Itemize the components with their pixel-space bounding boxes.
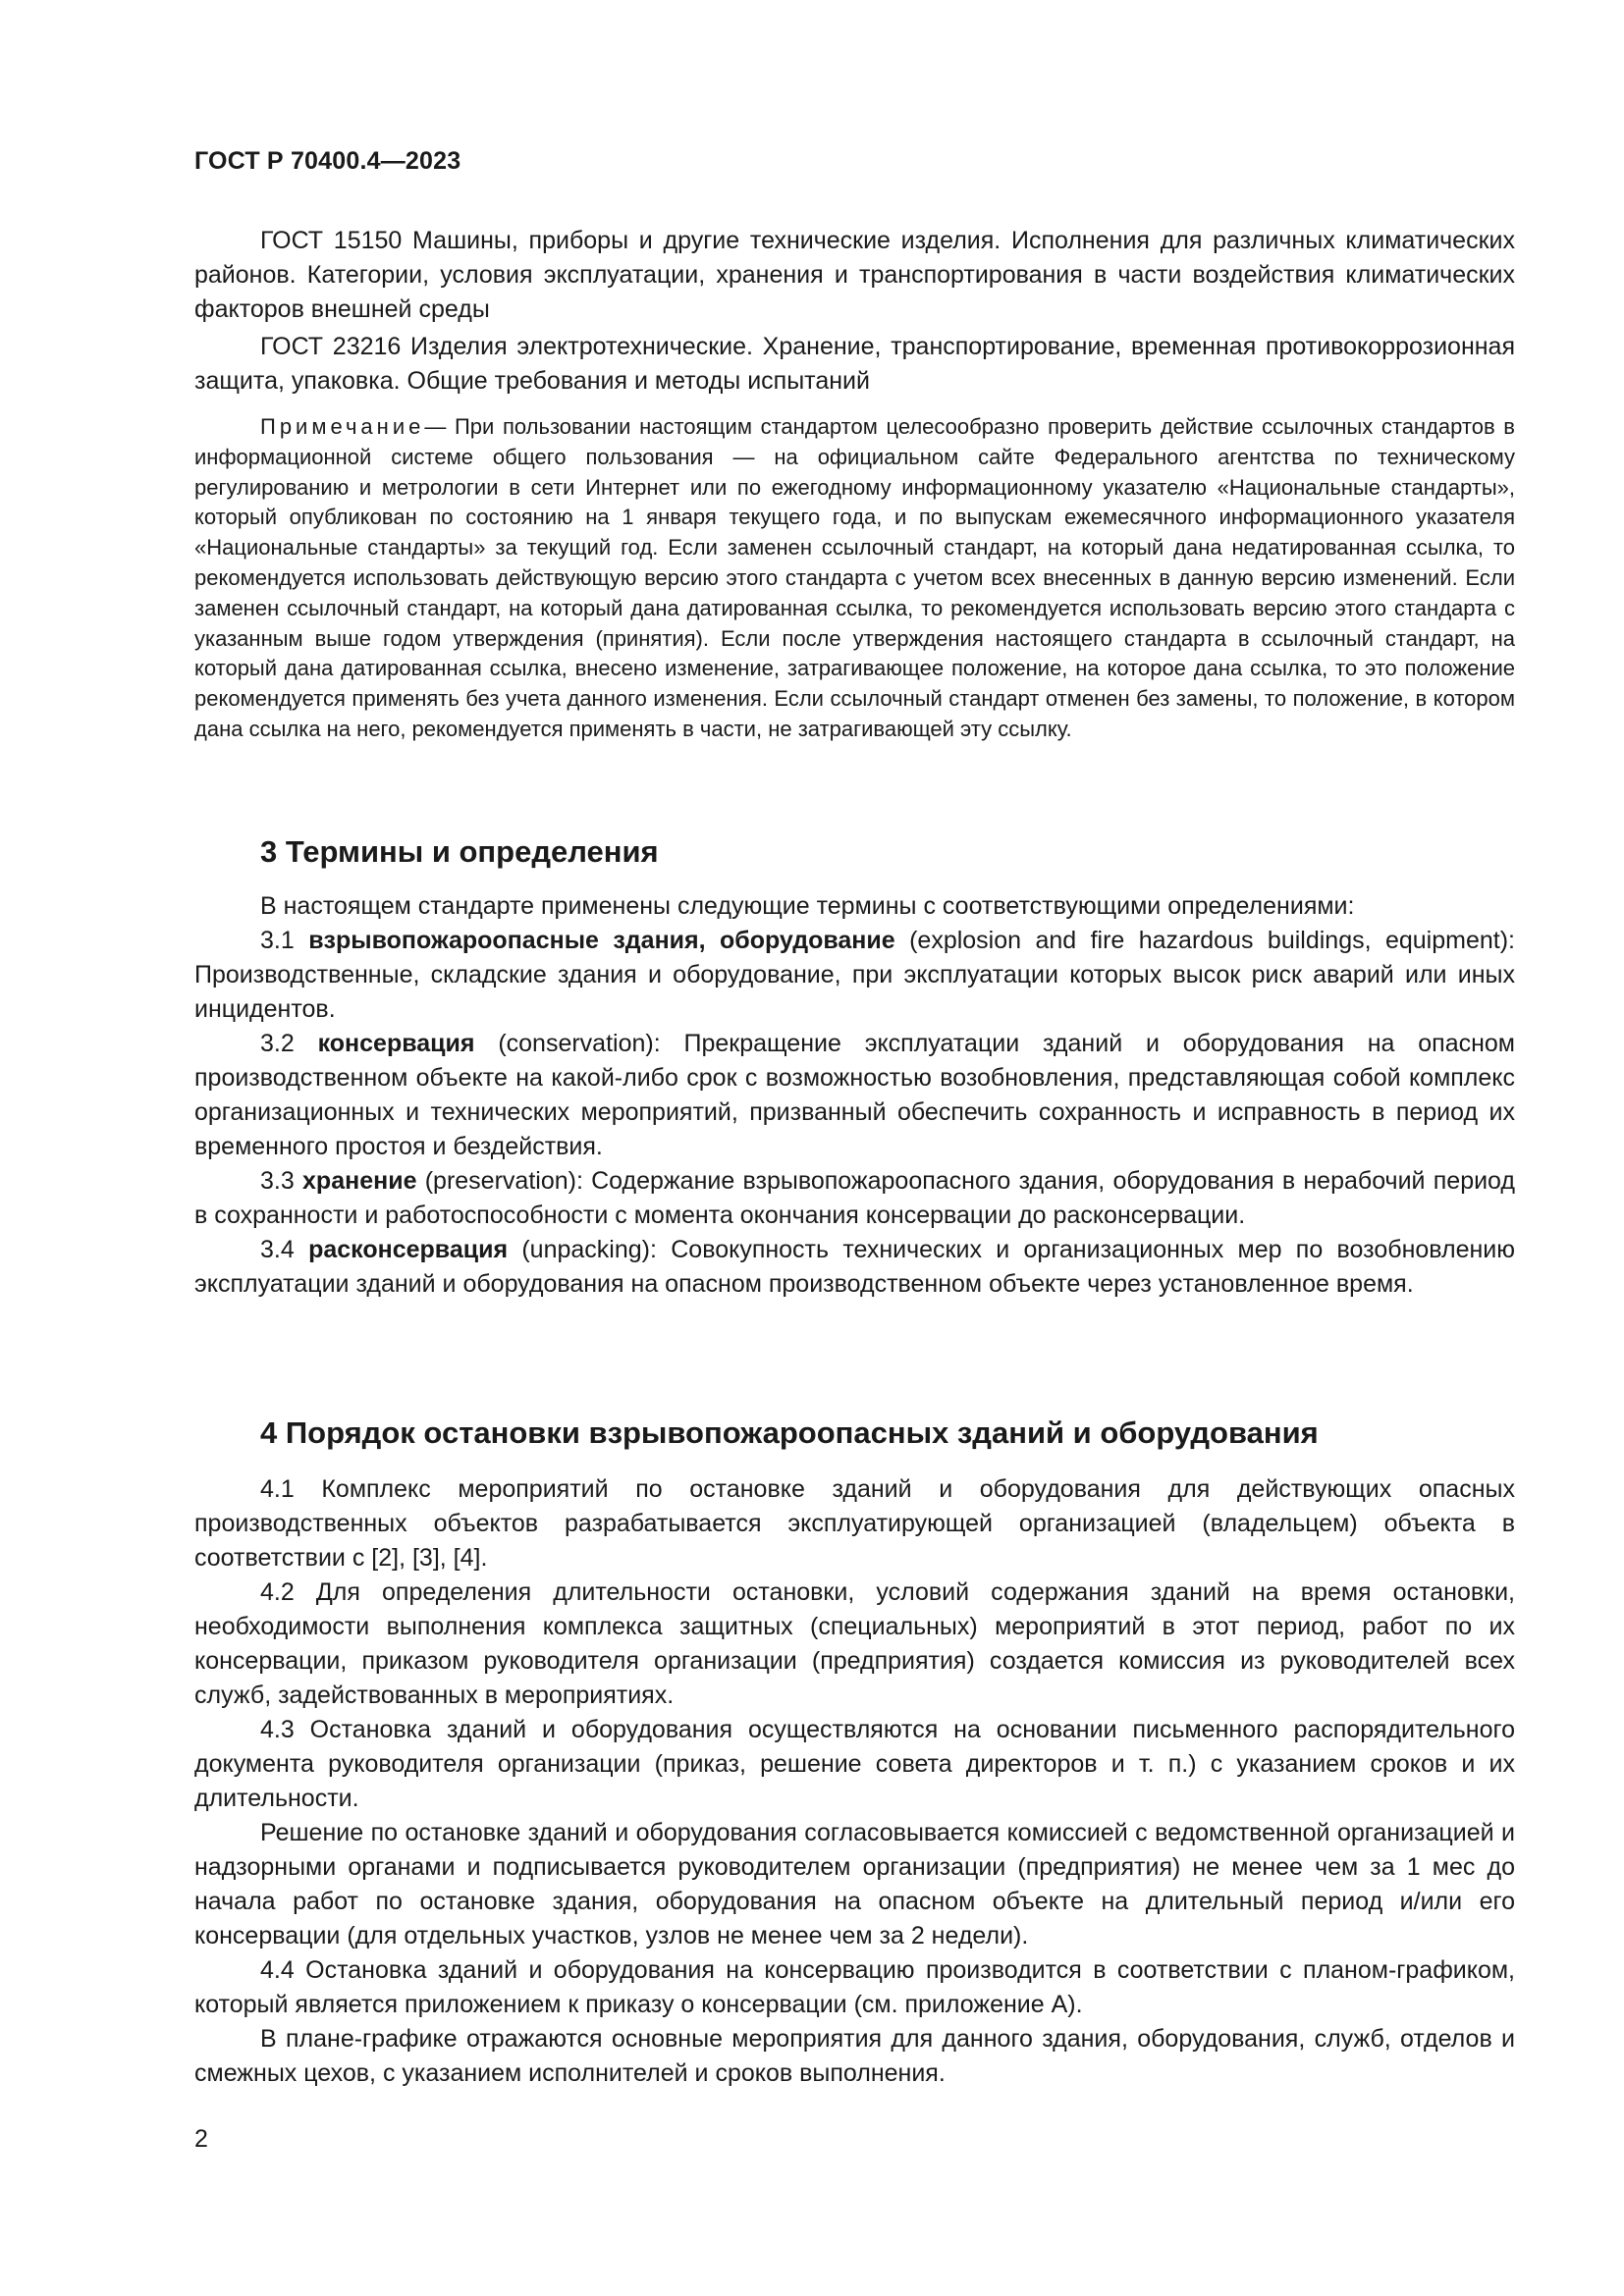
section-3 <box>194 832 1515 1302</box>
term-text: (conservation): Прекращение эксплуатации зданий и оборудования на опасном производственном объекте на какой-либо срок с возможностью возобновления, представляющая собой комплекс организационных и технических мероприятий, призванный обеспечить сохранность и исправность в период их временного простоя и бездействия. <box>194 1030 1515 1160</box>
document-code: ГОСТ Р 70400.4—2023 <box>194 147 461 175</box>
note-text: — При пользовании настоящим стандартом целесообразно проверить действие ссылочных стандартов в информационной системе общего пользования — на официальном сайте Федерального агентства по техническому регулированию и метрологии в сети Интернет или по ежегодному информационному указателю «Национальные стандарты», который опубликован по состоянию на 1 января текущего года, и по выпускам ежемесячного информационного указателя «Национальные стандарты» за текущий год. Если заменен ссылочный стандарт, на который дана недатированная ссылка, то рекомендуется использовать действующую версию этого стандарта с учетом всех внесенных в данную версию изменений. Если заменен ссылочный стандарт, на который дана датированная ссылка, то рекомендуется использовать версию этого стандарта с указанным выше годом утверждения (принятия). Если после утверждения настоящего стандарта в ссылочный стандарт, на который дана датированная ссылка, внесено изменение, затрагивающее положение, на которое дана ссылка, то это положение рекомендуется применять без учета данного изменения. Если ссылочный стандарт отменен без замены, то положение, в котором дана ссылка на него, рекомендуется применять в части, не затрагивающей эту ссылку. <box>194 414 1515 741</box>
page-number: 2 <box>194 2125 208 2153</box>
term-number: 3.4 <box>260 1236 295 1263</box>
term-definition <box>194 1164 1515 1233</box>
term-name: расконсервация <box>308 1236 509 1263</box>
term-definition <box>194 924 1515 1027</box>
term-text: (unpacking): Совокупность технических и организационных мер по возобновлению эксплуатации зданий и оборудования на опасном производственном объекте через установленное время. <box>194 1236 1515 1298</box>
section-4-paragraph: 4.1 Комплекс мероприятий по остановке зданий и оборудования для действующих опасных производственных объектов разрабатывается эксплуатирующей организацией (владельцем) объекта в соответствии с [2], [3], [4]. <box>194 1475 1515 1572</box>
section-3-intro: В настоящем стандарте применены следующие термины с соответствующими определениями: <box>260 892 1355 920</box>
section-4-paragraph: В плане-графике отражаются основные мероприятия для данного здания, оборудования, служб, отделов и смежных цехов, с указанием исполнителей и сроков выполнения. <box>194 2025 1515 2087</box>
note-label: Примечание <box>260 414 425 439</box>
term-number: 3.1 <box>260 927 295 954</box>
section-4-paragraph: 4.2 Для определения длительности остановки, условий содержания зданий на время остановки, необходимости выполнения комплекса защитных (специальных) мероприятий в этот период, работ по их консервации, приказом руководителя организации (предприятия) создается комиссия из руководителей всех служб, задействованных в мероприятиях. <box>194 1578 1515 1709</box>
note-paragraph <box>194 412 1515 745</box>
term-definition <box>194 1027 1515 1164</box>
term-definition <box>194 1233 1515 1302</box>
references-block <box>194 224 1515 745</box>
reference-item: ГОСТ 15150 Машины, приборы и другие технические изделия. Исполнения для различных климатических районов. Категории, условия эксплуатации, хранения и транспортирования в части воздействия климатических факторов внешней среды <box>194 227 1515 323</box>
section-4-paragraph: 4.4 Остановка зданий и оборудования на консервацию производится в соответствии с планом-графиком, который является приложением к приказу о консервации (см. приложение А). <box>194 1956 1515 2018</box>
section-3-title: 3 Термины и определения <box>260 834 659 869</box>
term-number: 3.2 <box>260 1030 295 1057</box>
term-text: (explosion and fire hazardous buildings, equipment): Производственные, складские здания и оборудование, при эксплуатации которых высок риск аварий или иных инцидентов. <box>194 927 1515 1023</box>
term-name: хранение <box>302 1167 417 1195</box>
section-4-paragraph: Решение по остановке зданий и оборудования согласовывается комиссией с ведомственной организацией и надзорными органами и подписывается руководителем организации (предприятия) не менее чем за 1 мес до начала работ по остановке здания, оборудования на опасном объекте на длительный период и/или его консервации (для отдельных участков, узлов не менее чем за 2 недели). <box>194 1819 1515 1949</box>
section-4-paragraph: 4.3 Остановка зданий и оборудования осуществляются на основании письменного распорядительного документа руководителя организации (приказ, решение совета директоров и т. п.) с указанием сроков и их длительности. <box>194 1716 1515 1812</box>
reference-item: ГОСТ 23216 Изделия электротехнические. Хранение, транспортирование, временная противокоррозионная защита, упаковка. Общие требования и методы испытаний <box>194 333 1515 395</box>
section-4 <box>194 1414 1515 2091</box>
term-name: взрывопожароопасные здания, оборудование <box>308 927 895 954</box>
term-name: консервация <box>317 1030 475 1057</box>
section-4-title: 4 Порядок остановки взрывопожароопасных зданий и оборудования <box>260 1415 1319 1450</box>
term-number: 3.3 <box>260 1167 295 1195</box>
term-text: (preservation): Содержание взрывопожароопасного здания, оборудования в нерабочий период в сохранности и работоспособности с момента окончания консервации до расконсервации. <box>194 1167 1515 1229</box>
